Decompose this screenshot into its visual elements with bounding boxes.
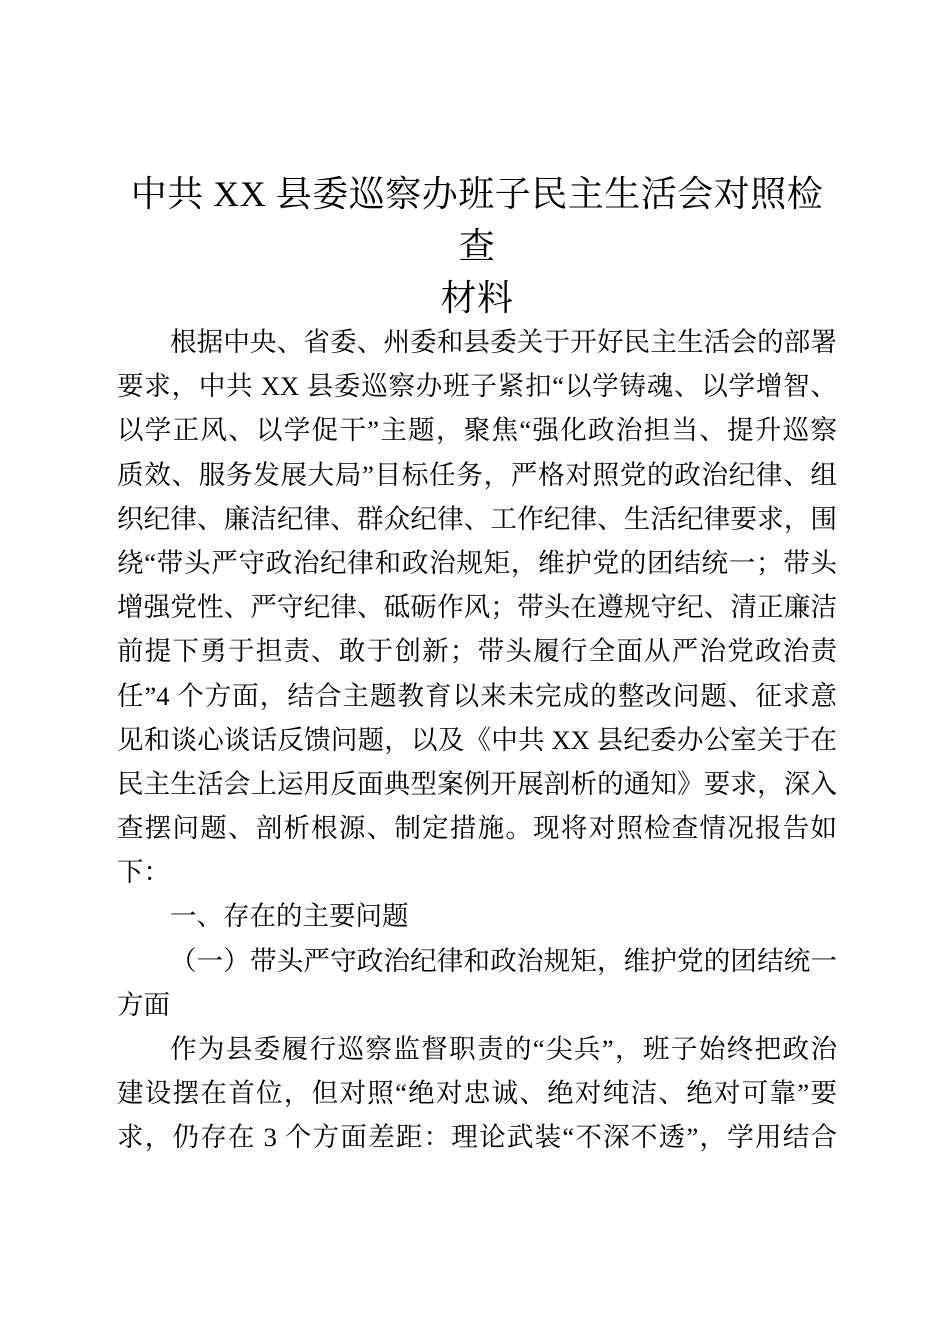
paragraph2-line-1: 作为县委履行巡察监督职责的“尖兵”，班子始终把政治 [170,1034,837,1064]
paragraph1-line-1: 根据中央、省委、州委和县委关于开好民主生活会的部署 [170,327,837,357]
paragraph2-line-2: 建设摆在首位，但对照“绝对忠诚、绝对纯洁、绝对可靠”要 [117,1078,837,1109]
paragraph2-line-3: 求，仍存在 3 个方面差距：理论武装“不深不透”，学用结合 [117,1122,837,1153]
paragraph1-line-3: 以学正风、以学促干”主题，聚焦“强化政治担当、提升巡察 [117,415,837,446]
section-heading-1: 一、存在的主要问题 [170,901,409,932]
paragraph1-line-12: 查摆问题、剖析根源、制定措施。现将对照检查情况报告如 [117,813,837,844]
sub-heading-line-2: 方面 [117,989,170,1020]
paragraph1-line-2: 要求，中共 XX 县委巡察办班子紧扣“以学铸魂、以学增智、 [117,371,837,402]
paragraph1-line-9: 任”4 个方面，结合主题教育以来未完成的整改问题、征求意 [117,680,837,711]
sub-heading-line-1: （一）带头严守政治纪律和政治规矩，维护党的团结统一 [170,945,837,976]
document-title [117,168,837,324]
paragraph1-line-8: 前提下勇于担责、敢于创新；带头履行全面从严治党政治责 [117,636,837,667]
paragraph1-line-10: 见和谈心谈话反馈问题，以及《中共 XX 县纪委办公室关于在 [117,724,837,755]
paragraph1-line-4: 质效、服务发展大局”目标任务，严格对照党的政治纪律、组 [117,459,837,490]
title-line-2: 材料 [440,278,514,318]
document-body [117,320,837,1160]
paragraph1-line-5: 织纪律、廉洁纪律、群众纪律、工作纪律、生活纪律要求，围 [117,503,837,534]
paragraph1-line-7: 增强党性、严守纪律、砥砺作风；带头在遵规守纪、清正廉洁 [117,592,837,623]
paragraph1-line-13: 下： [117,857,170,888]
title-line-1: 中共 XX 县委巡察办班子民主生活会对照检查 [130,174,824,266]
paragraph1-line-6: 绕“带头严守政治纪律和政治规矩，维护党的团结统一；带头 [117,547,837,578]
paragraph1-line-11: 民主生活会上运用反面典型案例开展剖析的通知》要求，深入 [117,768,837,799]
